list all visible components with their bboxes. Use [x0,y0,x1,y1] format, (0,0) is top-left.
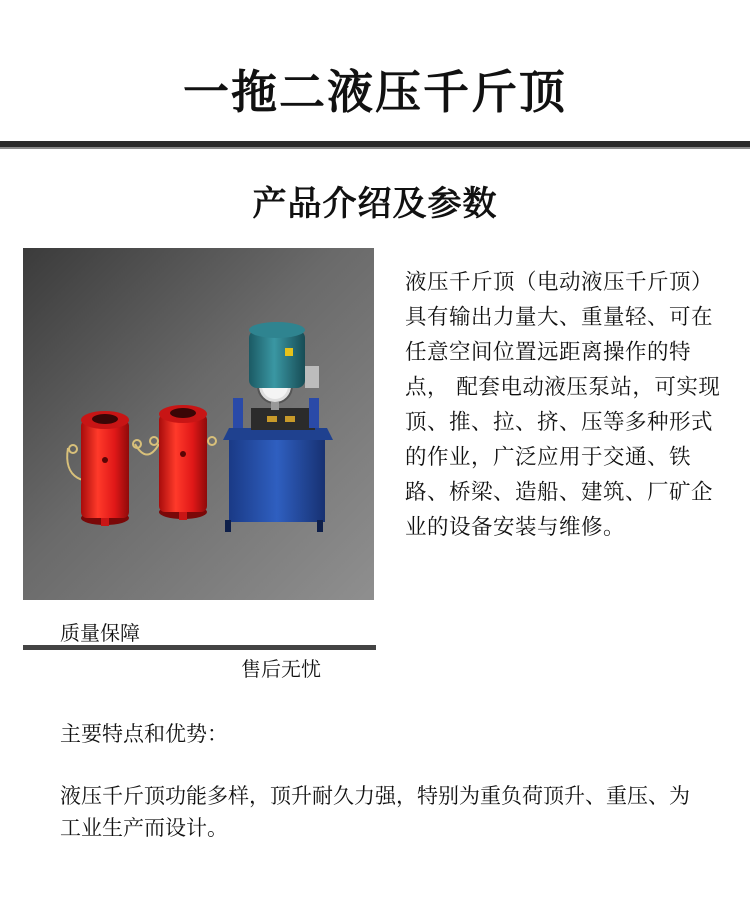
product-description: 液压千斤顶（电动液压千斤顶）具有输出力量大、重量轻、可在任意空间位置远距离操作的特点， 配套电动液压泵站，可实现顶、推、拉、挤、压等多种形式的作业，广泛应用于交通、铁路、桥梁、造船、建筑、厂矿企业的设备安装与维修。 [405,270,721,540]
features-text: 液压千斤顶功能多样，顶升耐久力强，特别为重负荷顶升、重压、为工业生产而设计。 [60,784,690,840]
quality-badge: 质量保障 [60,621,140,645]
pump-tank [223,428,333,532]
product-photo [23,248,374,600]
section-title: 产品介绍及参数 [252,184,498,224]
badge-divider [23,645,376,650]
left-cylinder [69,411,141,526]
title-divider-shadow [0,147,750,149]
page-title: 一拖二液压千斤顶 [183,65,567,119]
after-sales-badge: 售后无忧 [241,657,321,681]
electric-motor [249,322,319,388]
right-cylinder [150,405,216,520]
features-heading: 主要特点和优势： [60,722,228,746]
hydraulic-jack-illustration [23,248,374,600]
